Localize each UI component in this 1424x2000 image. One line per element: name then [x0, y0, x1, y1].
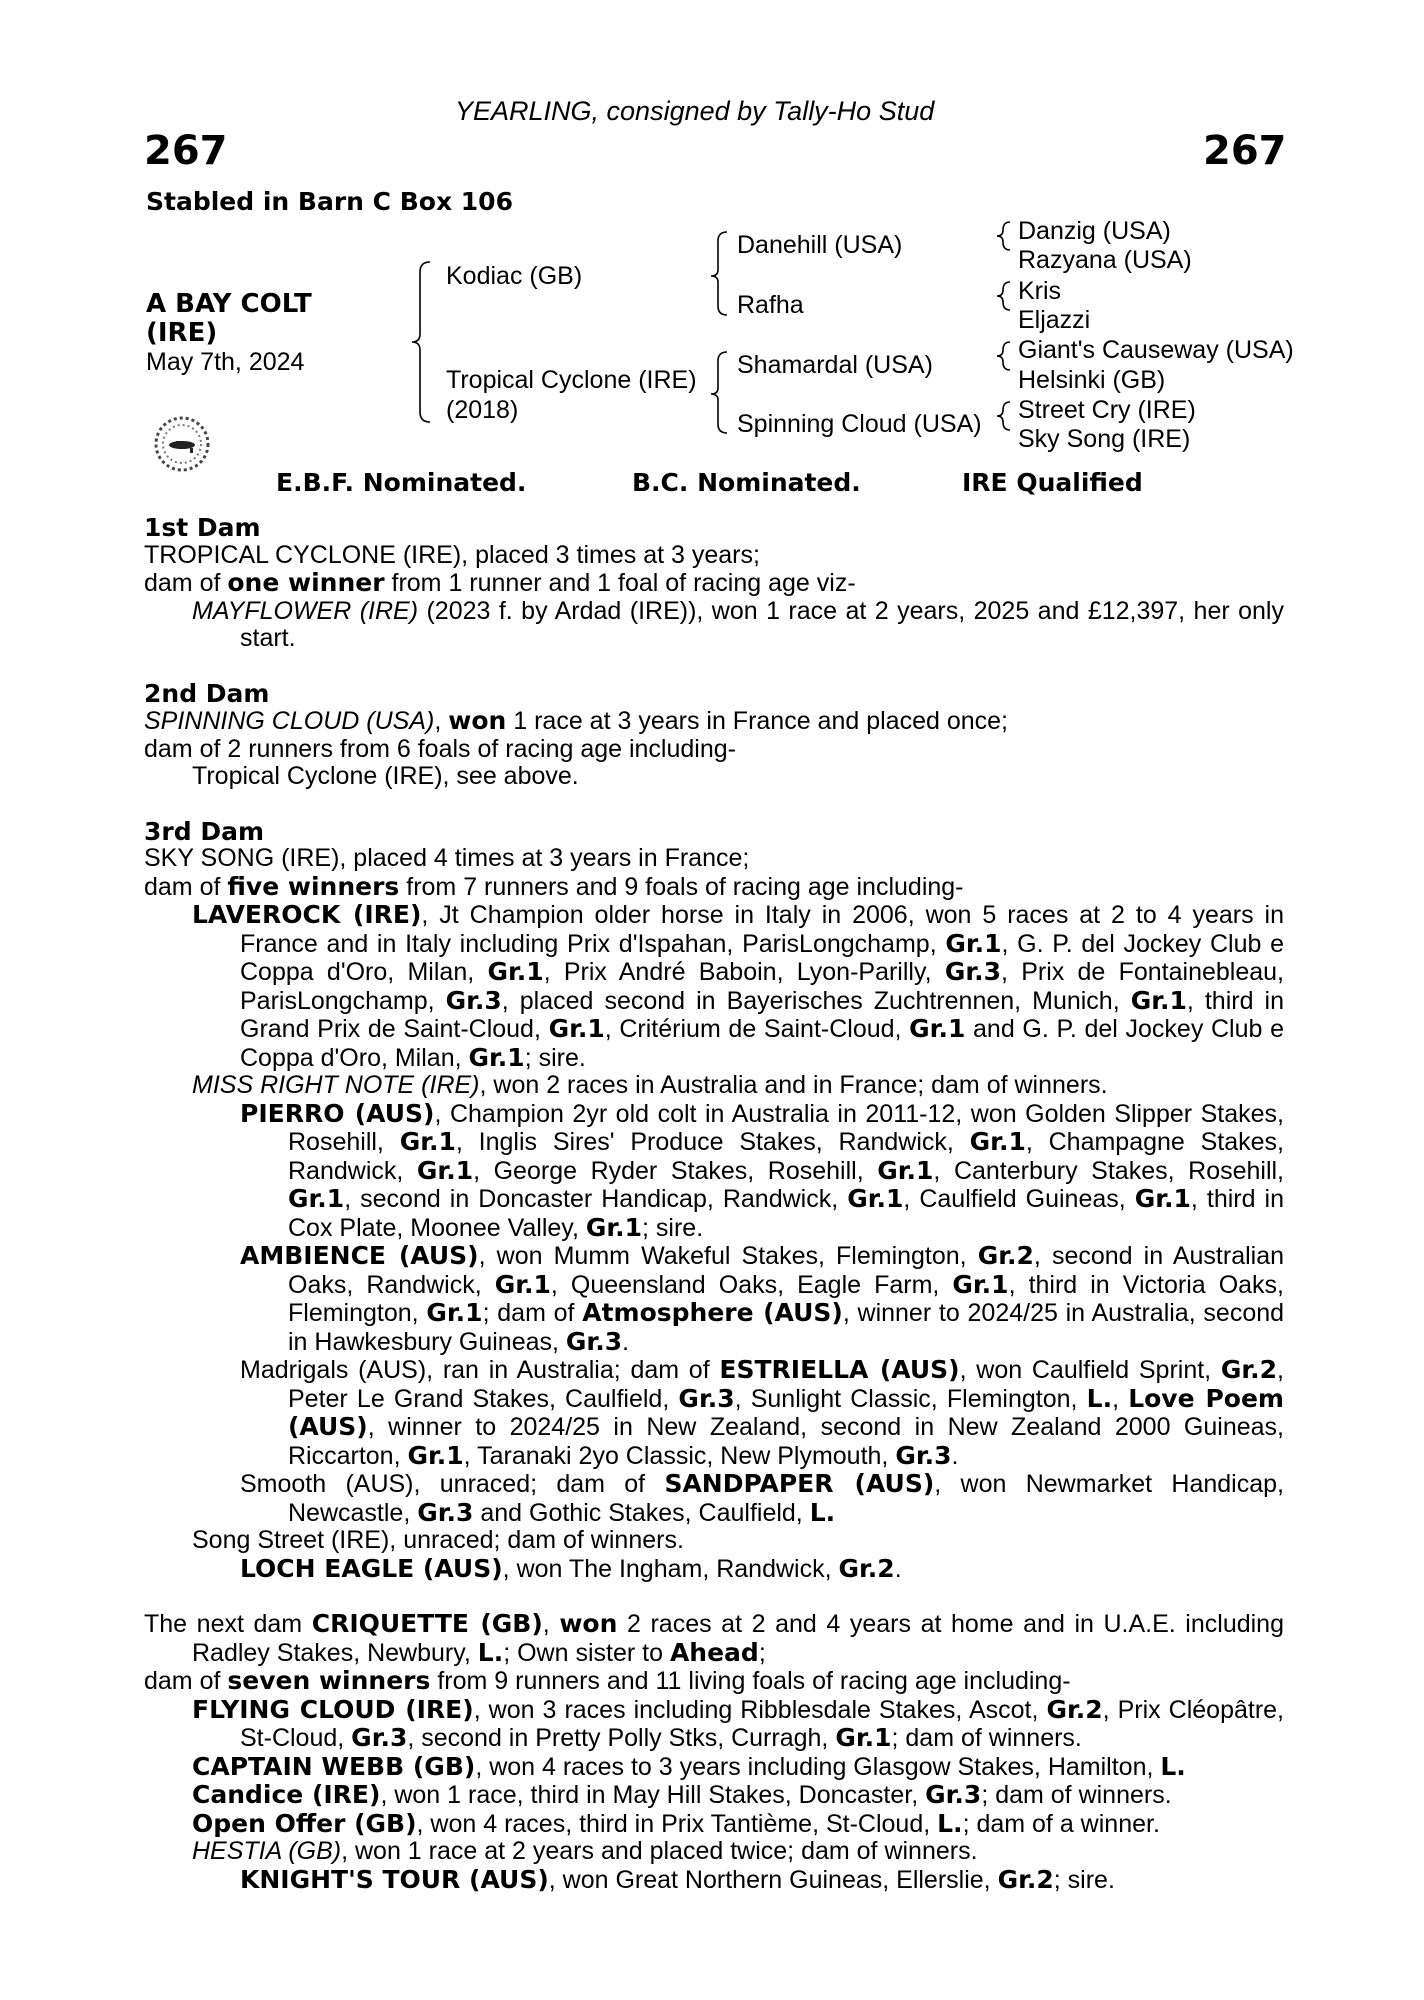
consignor-line: YEARLING, consigned by Tally-Ho Stud: [455, 96, 935, 126]
horse-country: (IRE): [146, 318, 218, 348]
ancestor-g3-2: Razyana (USA): [1018, 246, 1192, 274]
produce-smooth: Smooth (AUS), unraced; dam of SANDPAPER (AUS), won Newmarket Handicap, Newcastle, Gr.3 and Gothic Stakes, Caulfield, L.: [240, 1469, 1284, 1527]
ire-qualified: IRE Qualified: [962, 468, 1143, 497]
ancestor-g3-5: Giant's Causeway (USA): [1018, 336, 1294, 364]
lot-number-left: 267: [144, 128, 228, 174]
produce-knights-tour: KNIGHT'S TOUR (AUS), won Great Northern Guineas, Ellerslie, Gr.2; sire.: [240, 1864, 1115, 1894]
pedigree-brackets: [0, 0, 1424, 480]
ancestor-g3-3: Kris: [1018, 277, 1062, 305]
produce-laverock: LAVEROCK (IRE), Jt Champion older horse in Italy in 2006, won 5 races at 2 to 4 years in France and in Italy including Prix d'Ispahan, ParisLongchamp, Gr.1, G. P. del Jockey Club e Coppa d'Oro, Milan, Gr.1, Prix André Baboin, Lyon-Parilly, Gr.3, Prix de Fontainebleau, ParisLongchamp, Gr.3, placed second in Bayerisches Zuchtrennen, Munich, Gr.1, third in Grand Prix de Saint-Cloud, Gr.1, Critérium de Saint-Cloud, Gr.1 and G. P. del Jockey Club e Coppa d'Oro, Milan, Gr.1; sire.: [192, 900, 1284, 1072]
ancestor-g3-1: Danzig (USA): [1018, 217, 1171, 245]
catalogue-body: [144, 514, 1284, 1894]
ancestor-g3-8: Sky Song (IRE): [1018, 425, 1191, 453]
produce-song-street: Song Street (IRE), unraced; dam of winners.: [192, 1526, 684, 1554]
sire-name: Kodiac (GB): [446, 262, 583, 290]
second-dam-heading: 2nd Dam: [144, 678, 270, 708]
produce-pierro: PIERRO (AUS), Champion 2yr old colt in Australia in 2011-12, won Golden Slipper Stakes, Rosehill, Gr.1, Inglis Sires' Produce Stakes, Randwick, Gr.1, Champagne Stakes, Randwick, Gr.1, George Ryder Stakes, Rosehill, Gr.1, Canterbury Stakes, Rosehill, Gr.1, second in Doncaster Handicap, Randwick, Gr.1, Caulfield Guineas, Gr.1, third in Cox Plate, Moonee Valley, Gr.1; sire.: [240, 1098, 1285, 1242]
sire-sire: Danehill (USA): [737, 231, 903, 259]
next-dam-produce: dam of seven winners from 9 runners and 11 living foals of racing age including-: [144, 1666, 1071, 1695]
ebf-nomination: E.B.F. Nominated.: [276, 468, 527, 497]
ancestor-g3-7: Street Cry (IRE): [1018, 396, 1196, 424]
lot-number-right: 267: [1203, 128, 1287, 174]
produce-loch-eagle: LOCH EAGLE (AUS), won The Ingham, Randwick, Gr.2.: [240, 1553, 902, 1583]
horse-description: A BAY COLT: [146, 289, 312, 319]
produce-madrigals: Madrigals (AUS), ran in Australia; dam of ESTRIELLA (AUS), won Caulfield Sprint, Gr.2, Peter Le Grand Stakes, Caulfield, Gr.3, Sunlight Classic, Flemington, L., Love Poem (AUS), winner to 2024/25 in New Zealand, second in New Zealand 2000 Guineas, Riccarton, Gr.1, Taranaki 2yo Classic, New Plymouth, Gr.3.: [240, 1355, 1284, 1470]
first-dam-produce: dam of one winner from 1 runner and 1 foal of racing age viz-: [144, 568, 856, 597]
third-dam-heading: 3rd Dam: [144, 816, 264, 846]
ancestor-g3-4: Eljazzi: [1018, 306, 1091, 334]
second-dam-line: SPINNING CLOUD (USA), won 1 race at 3 years in France and placed once;: [144, 706, 1008, 735]
produce-open-offer: Open Offer (GB), won 4 races, third in Prix Tantième, St-Cloud, L.; dam of a winner.: [192, 1808, 1160, 1838]
first-dam-line: TROPICAL CYCLONE (IRE), placed 3 times at 3 years;: [144, 540, 760, 569]
produce-tropical-cyclone: Tropical Cyclone (IRE), see above.: [192, 762, 579, 790]
dam-name: Tropical Cyclone (IRE): [446, 366, 697, 394]
ancestor-g3-6: Helsinki (GB): [1018, 366, 1166, 394]
produce-flying-cloud: FLYING CLOUD (IRE), won 3 races including Ribblesdale Stakes, Ascot, Gr.2, Prix Cléopâtre, St-Cloud, Gr.3, second in Pretty Polly Stks, Curragh, Gr.1; dam of winners.: [192, 1694, 1284, 1752]
produce-mayflower: MAYFLOWER (IRE) (2023 f. by Ardad (IRE)), won 1 race at 2 years, 2025 and £12,397, her only start.: [192, 596, 1284, 652]
produce-hestia: HESTIA (GB), won 1 race at 2 years and placed twice; dam of winners.: [192, 1837, 978, 1865]
second-dam-produce: dam of 2 runners from 6 foals of racing age including-: [144, 734, 736, 763]
first-dam-heading: 1st Dam: [144, 513, 261, 542]
foaling-date: May 7th, 2024: [146, 348, 305, 376]
produce-ambience: AMBIENCE (AUS), won Mumm Wakeful Stakes, Flemington, Gr.2, second in Australian Oaks, Randwick, Gr.1, Queensland Oaks, Eagle Farm, Gr.1, third in Victoria Oaks, Flemington, Gr.1; dam of Atmosphere (AUS), winner to 2024/25 in Australia, second in Hawkesbury Guineas, Gr.3.: [240, 1241, 1285, 1356]
next-dam-line: The next dam CRIQUETTE (GB), won 2 races at 2 and 4 years at home and in U.A.E. including Radley Stakes, Newbury, L.; Own sister to Ahead;: [144, 1609, 1284, 1667]
produce-captain-webb: CAPTAIN WEBB (GB), won 4 races to 3 years including Glasgow Stakes, Hamilton, L.: [192, 1751, 1186, 1781]
dam-dam: Spinning Cloud (USA): [737, 410, 982, 438]
bc-nomination: B.C. Nominated.: [632, 468, 861, 497]
sire-dam: Rafha: [737, 291, 804, 319]
stabling-location: Stabled in Barn C Box 106: [146, 187, 513, 216]
dam-sire: Shamardal (USA): [737, 351, 933, 379]
produce-candice: Candice (IRE), won 1 race, third in May Hill Stakes, Doncaster, Gr.3; dam of winners.: [192, 1780, 1172, 1809]
third-dam-produce: dam of five winners from 7 runners and 9 foals of racing age including-: [144, 871, 964, 901]
dam-year: (2018): [446, 396, 519, 424]
third-dam-line: SKY SONG (IRE), placed 4 times at 3 years in France;: [144, 844, 750, 872]
produce-miss-right-note: MISS RIGHT NOTE (IRE), won 2 races in Australia and in France; dam of winners.: [192, 1071, 1108, 1099]
